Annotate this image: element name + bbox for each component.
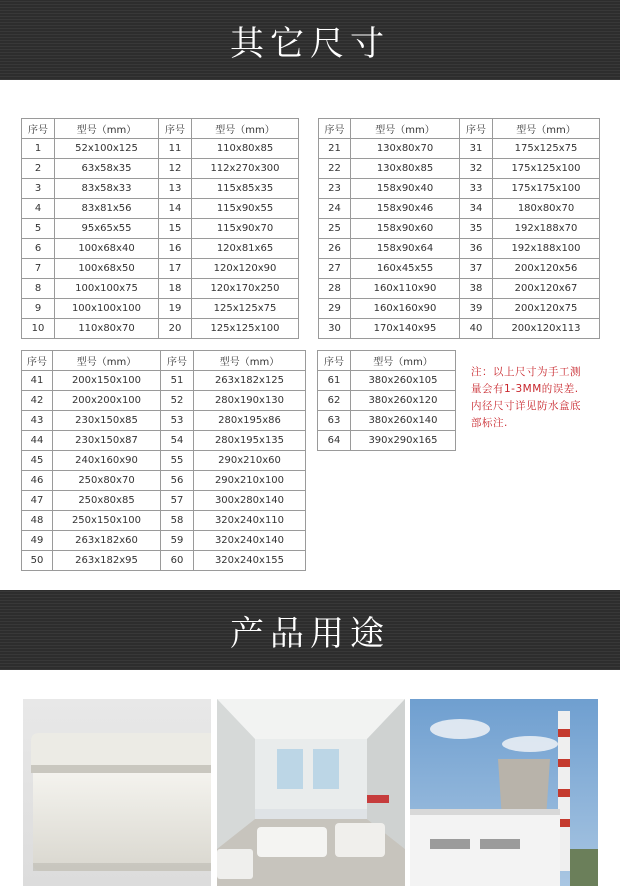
model-size-cell: 158x90x60: [351, 219, 460, 239]
header-banner-applications: [0, 590, 620, 670]
col-header-model: 型号（mm）: [55, 119, 159, 139]
size-table-41-60: [21, 350, 306, 571]
row-number-cell: 3: [22, 179, 55, 199]
model-size-cell: 110x80x85: [192, 139, 299, 159]
col-header-model: 型号（mm）: [194, 351, 306, 371]
col-header-num: 序号: [460, 119, 493, 139]
table-row: [319, 139, 600, 159]
table-row: [22, 279, 299, 299]
model-size-cell: 160x160x90: [351, 299, 460, 319]
model-size-cell: 160x110x90: [351, 279, 460, 299]
row-number-cell: 24: [319, 199, 351, 219]
model-size-cell: 230x150x85: [53, 411, 161, 431]
row-number-cell: 44: [22, 431, 53, 451]
col-header-model: 型号（mm）: [192, 119, 299, 139]
model-size-cell: 192x188x100: [493, 239, 600, 259]
note-line: 注：以上尺寸为手工测: [471, 366, 581, 378]
col-header-num: 序号: [161, 351, 194, 371]
model-size-cell: 200x120x113: [493, 319, 600, 339]
model-size-cell: 115x90x55: [192, 199, 299, 219]
row-number-cell: 11: [159, 139, 192, 159]
model-size-cell: 320x240x140: [194, 531, 306, 551]
col-header-num: 序号: [159, 119, 192, 139]
row-number-cell: 20: [159, 319, 192, 339]
row-number-cell: 47: [22, 491, 53, 511]
table-row: [318, 371, 456, 391]
model-size-cell: 240x160x90: [53, 451, 161, 471]
size-table-61-64: [317, 350, 456, 451]
row-number-cell: 50: [22, 551, 53, 571]
model-size-cell: 280x195x86: [194, 411, 306, 431]
model-size-cell: 300x280x140: [194, 491, 306, 511]
row-number-cell: 49: [22, 531, 53, 551]
table-row: [319, 259, 600, 279]
table-row: [319, 319, 600, 339]
note-line: 内径尺寸详见防水盒底: [471, 400, 581, 412]
col-header-model: 型号（mm）: [53, 351, 161, 371]
row-number-cell: 13: [159, 179, 192, 199]
row-number-cell: 23: [319, 179, 351, 199]
model-size-cell: 158x90x64: [351, 239, 460, 259]
col-header-num: 序号: [318, 351, 351, 371]
table-row: [319, 219, 600, 239]
row-number-cell: 52: [161, 391, 194, 411]
row-number-cell: 25: [319, 219, 351, 239]
model-size-cell: 63x58x35: [55, 159, 159, 179]
row-number-cell: 55: [161, 451, 194, 471]
model-size-cell: 120x120x90: [192, 259, 299, 279]
table-row: [22, 139, 299, 159]
row-number-cell: 5: [22, 219, 55, 239]
row-number-cell: 33: [460, 179, 493, 199]
model-size-cell: 125x125x75: [192, 299, 299, 319]
size-table-1-20: [21, 118, 299, 339]
row-number-cell: 63: [318, 411, 351, 431]
row-number-cell: 10: [22, 319, 55, 339]
row-number-cell: 34: [460, 199, 493, 219]
model-size-cell: 120x81x65: [192, 239, 299, 259]
row-number-cell: 40: [460, 319, 493, 339]
model-size-cell: 250x150x100: [53, 511, 161, 531]
note-line: 量会有1-3MM的误差.: [471, 383, 579, 395]
model-size-cell: 380x260x140: [351, 411, 456, 431]
row-number-cell: 8: [22, 279, 55, 299]
table-row: [319, 159, 600, 179]
table-row: [22, 159, 299, 179]
model-size-cell: 250x80x70: [53, 471, 161, 491]
model-size-cell: 52x100x125: [55, 139, 159, 159]
model-size-cell: 158x90x40: [351, 179, 460, 199]
model-size-cell: 100x68x50: [55, 259, 159, 279]
model-size-cell: 192x188x70: [493, 219, 600, 239]
row-number-cell: 26: [319, 239, 351, 259]
row-number-cell: 45: [22, 451, 53, 471]
row-number-cell: 54: [161, 431, 194, 451]
model-size-cell: 200x120x75: [493, 299, 600, 319]
model-size-cell: 158x90x46: [351, 199, 460, 219]
row-number-cell: 30: [319, 319, 351, 339]
row-number-cell: 59: [161, 531, 194, 551]
table-row: [22, 411, 306, 431]
row-number-cell: 36: [460, 239, 493, 259]
table-row: [22, 299, 299, 319]
row-number-cell: 42: [22, 391, 53, 411]
table-row: [22, 179, 299, 199]
row-number-cell: 58: [161, 511, 194, 531]
row-number-cell: 15: [159, 219, 192, 239]
model-size-cell: 175x125x75: [493, 139, 600, 159]
model-size-cell: 170x140x95: [351, 319, 460, 339]
table-row: [22, 531, 306, 551]
table-row: [319, 179, 600, 199]
model-size-cell: 380x260x120: [351, 391, 456, 411]
table-row: [22, 319, 299, 339]
table-row: [22, 259, 299, 279]
row-number-cell: 12: [159, 159, 192, 179]
model-size-cell: 115x90x70: [192, 219, 299, 239]
product-box-photo: [23, 699, 211, 886]
row-number-cell: 17: [159, 259, 192, 279]
table-row: [22, 431, 306, 451]
table-row: [318, 411, 456, 431]
col-header-num: 序号: [22, 351, 53, 371]
banner-title: 其它尺寸: [230, 23, 390, 64]
row-number-cell: 22: [319, 159, 351, 179]
model-size-cell: 320x240x110: [194, 511, 306, 531]
model-size-cell: 180x80x70: [493, 199, 600, 219]
row-number-cell: 48: [22, 511, 53, 531]
row-number-cell: 46: [22, 471, 53, 491]
model-size-cell: 280x190x130: [194, 391, 306, 411]
row-number-cell: 19: [159, 299, 192, 319]
table-row: [319, 239, 600, 259]
model-size-cell: 250x80x85: [53, 491, 161, 511]
table-row: [22, 391, 306, 411]
row-number-cell: 28: [319, 279, 351, 299]
banner-title: 产品用途: [230, 613, 390, 654]
table-row: [22, 511, 306, 531]
table-row: [22, 451, 306, 471]
col-header-model: 型号（mm）: [351, 119, 460, 139]
size-table-21-40: [318, 118, 600, 339]
row-number-cell: 6: [22, 239, 55, 259]
model-size-cell: 263x182x95: [53, 551, 161, 571]
col-header-model: 型号（mm）: [351, 351, 456, 371]
col-header-model: 型号（mm）: [493, 119, 600, 139]
row-number-cell: 43: [22, 411, 53, 431]
row-number-cell: 61: [318, 371, 351, 391]
model-size-cell: 130x80x70: [351, 139, 460, 159]
row-number-cell: 31: [460, 139, 493, 159]
model-size-cell: 95x65x55: [55, 219, 159, 239]
row-number-cell: 35: [460, 219, 493, 239]
model-size-cell: 83x58x33: [55, 179, 159, 199]
model-size-cell: 380x260x105: [351, 371, 456, 391]
row-number-cell: 38: [460, 279, 493, 299]
row-number-cell: 4: [22, 199, 55, 219]
model-size-cell: 112x270x300: [192, 159, 299, 179]
model-size-cell: 290x210x100: [194, 471, 306, 491]
row-number-cell: 9: [22, 299, 55, 319]
model-size-cell: 230x150x87: [53, 431, 161, 451]
model-size-cell: 175x175x100: [493, 179, 600, 199]
model-size-cell: 200x120x56: [493, 259, 600, 279]
table-row: [22, 551, 306, 571]
row-number-cell: 57: [161, 491, 194, 511]
row-number-cell: 32: [460, 159, 493, 179]
row-number-cell: 18: [159, 279, 192, 299]
interior-photo: [217, 699, 405, 886]
row-number-cell: 16: [159, 239, 192, 259]
model-size-cell: 110x80x70: [55, 319, 159, 339]
table-row: [22, 471, 306, 491]
power-plant-photo: [410, 699, 598, 886]
model-size-cell: 320x240x155: [194, 551, 306, 571]
model-size-cell: 100x100x75: [55, 279, 159, 299]
table-row: [22, 239, 299, 259]
header-banner-other-sizes: [0, 0, 620, 80]
model-size-cell: 390x290x165: [351, 431, 456, 451]
col-header-num: 序号: [22, 119, 55, 139]
col-header-num: 序号: [319, 119, 351, 139]
table-row: [22, 199, 299, 219]
model-size-cell: 200x120x67: [493, 279, 600, 299]
row-number-cell: 21: [319, 139, 351, 159]
table-row: [319, 299, 600, 319]
model-size-cell: 125x125x100: [192, 319, 299, 339]
table-row: [22, 219, 299, 239]
row-number-cell: 60: [161, 551, 194, 571]
row-number-cell: 64: [318, 431, 351, 451]
table-row: [318, 431, 456, 451]
table-row: [319, 199, 600, 219]
model-size-cell: 83x81x56: [55, 199, 159, 219]
row-number-cell: 37: [460, 259, 493, 279]
model-size-cell: 200x200x100: [53, 391, 161, 411]
model-size-cell: 130x80x85: [351, 159, 460, 179]
size-note: [471, 364, 611, 432]
model-size-cell: 160x45x55: [351, 259, 460, 279]
note-line: 部标注.: [471, 417, 508, 429]
model-size-cell: 200x150x100: [53, 371, 161, 391]
model-size-cell: 290x210x60: [194, 451, 306, 471]
model-size-cell: 100x68x40: [55, 239, 159, 259]
table-row: [22, 371, 306, 391]
table-row: [22, 491, 306, 511]
row-number-cell: 41: [22, 371, 53, 391]
row-number-cell: 2: [22, 159, 55, 179]
model-size-cell: 120x170x250: [192, 279, 299, 299]
row-number-cell: 53: [161, 411, 194, 431]
row-number-cell: 14: [159, 199, 192, 219]
table-row: [318, 391, 456, 411]
model-size-cell: 280x195x135: [194, 431, 306, 451]
model-size-cell: 263x182x125: [194, 371, 306, 391]
row-number-cell: 1: [22, 139, 55, 159]
row-number-cell: 27: [319, 259, 351, 279]
model-size-cell: 263x182x60: [53, 531, 161, 551]
row-number-cell: 29: [319, 299, 351, 319]
model-size-cell: 175x125x100: [493, 159, 600, 179]
row-number-cell: 56: [161, 471, 194, 491]
row-number-cell: 51: [161, 371, 194, 391]
table-row: [319, 279, 600, 299]
model-size-cell: 115x85x35: [192, 179, 299, 199]
row-number-cell: 7: [22, 259, 55, 279]
row-number-cell: 39: [460, 299, 493, 319]
model-size-cell: 100x100x100: [55, 299, 159, 319]
row-number-cell: 62: [318, 391, 351, 411]
